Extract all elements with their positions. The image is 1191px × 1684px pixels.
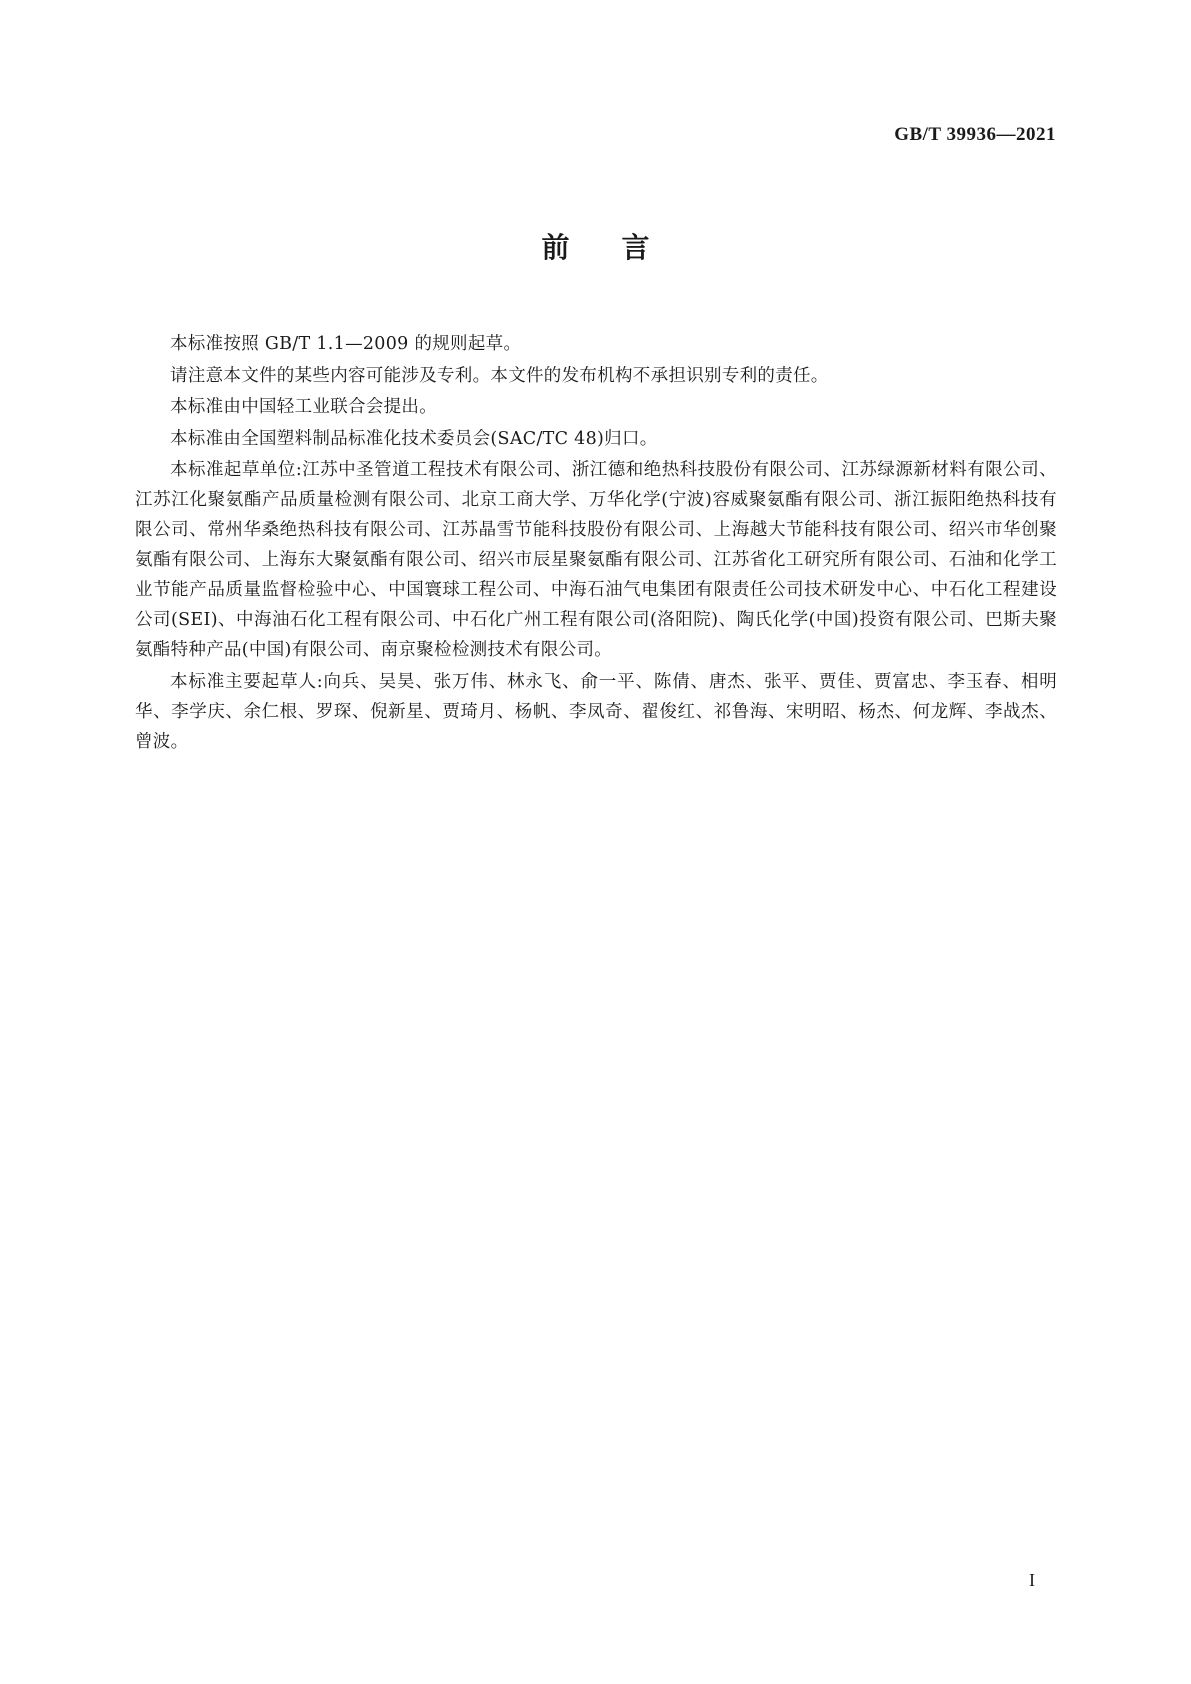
standard-code: GB/T 39936—2021 (894, 124, 1056, 145)
paragraph-drafting-rules: 本标准按照 GB/T 1.1—2009 的规则起草。 (170, 334, 522, 354)
foreword-body (135, 329, 1057, 758)
page-title-char-2: 言 (621, 231, 650, 264)
paragraph-patent-notice: 请注意本文件的某些内容可能涉及专利。本文件的发布机构不承担识别专利的责任。 (170, 365, 829, 386)
paragraph-drafters: 本标准主要起草人:向兵、吴昊、张万伟、林永飞、俞一平、陈倩、唐杰、张平、贾佳、贾富忠、李玉春、相明华、李学庆、余仁根、罗琛、倪新星、贾琦月、杨帆、李凤奇、翟俊红、祁鲁海、宋明昭、杨杰、何龙辉、李战杰、曾波。 (135, 671, 1057, 752)
paragraph-technical-committee: 本标准由全国塑料制品标准化技术委员会(SAC/TC 48)归口。 (170, 428, 658, 449)
page-title-char-1: 前 (541, 231, 570, 264)
paragraph-proposer: 本标准由中国轻工业联合会提出。 (170, 397, 437, 417)
page-number: I (1029, 1570, 1035, 1590)
paragraph-drafting-organizations: 本标准起草单位:江苏中圣管道工程技术有限公司、浙江德和绝热科技股份有限公司、江苏绿源新材料有限公司、江苏江化聚氨酯产品质量检测有限公司、北京工商大学、万华化学(宁波)容威聚氨酯有限公司、浙江振阳绝热科技有限公司、常州华桑绝热科技有限公司、江苏晶雪节能科技股份有限公司、上海越大节能科技有限公司、绍兴市华创聚氨酯有限公司、上海东大聚氨酯有限公司、绍兴市辰星聚氨酯有限公司、江苏省化工研究所有限公司、石油和化学工业节能产品质量监督检验中心、中国寰球工程公司、中海石油气电集团有限责任公司技术研发中心、中石化工程建设公司(SEI)、中海油石化工程有限公司、中石化广州工程有限公司(洛阳院)、陶氏化学(中国)投资有限公司、巴斯夫聚氨酯特种产品(中国)有限公司、南京聚检检测技术有限公司。 (135, 460, 1057, 660)
page-title (0, 226, 1191, 266)
